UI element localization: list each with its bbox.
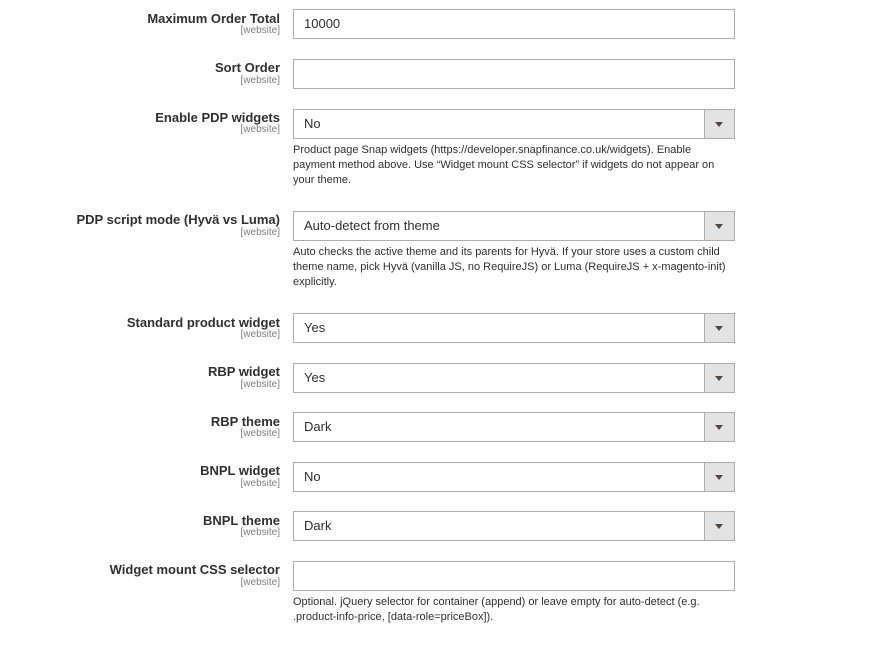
select-value: Yes <box>304 320 326 335</box>
select-value: Dark <box>304 518 332 533</box>
dropdown-toggle[interactable] <box>704 212 734 240</box>
scope-label: [website] <box>240 227 280 238</box>
field-label: RBP theme <box>210 414 280 429</box>
select-value: Auto-detect from theme <box>304 218 440 233</box>
scope-label: [website] <box>240 329 280 340</box>
chevron-down-icon <box>715 224 723 229</box>
field-label: Standard product widget <box>126 315 280 330</box>
select-value: No <box>304 116 321 131</box>
field-label: BNPL theme <box>202 513 280 528</box>
field-label: BNPL widget <box>200 463 280 478</box>
pdp-script-mode-select[interactable] <box>293 211 735 241</box>
chevron-down-icon <box>715 524 723 529</box>
sort-order-input[interactable] <box>293 59 735 89</box>
field-note: Product page Snap widgets (https://developer.snapfinance.co.uk/widgets). Enable payment method above. Use “Widget mount CSS selector” if widgets do not appear on your theme. <box>293 144 715 186</box>
scope-label: [website] <box>240 577 280 588</box>
scope-label: [website] <box>240 527 280 538</box>
field-label: Widget mount CSS selector <box>109 562 280 577</box>
input-value: 10000 <box>304 16 341 31</box>
select-value: Yes <box>304 370 326 385</box>
field-note: Optional. jQuery selector for container (append) or leave empty for auto-detect (e.g. .product-info-price, [data-role=priceBox]). <box>293 596 700 623</box>
bnpl-theme-select[interactable] <box>293 511 735 541</box>
chevron-down-icon <box>715 326 723 331</box>
scope-label: [website] <box>240 428 280 439</box>
dropdown-toggle[interactable] <box>704 512 734 540</box>
field-note: Auto checks the active theme and its parents for Hyvä. If your store uses a custom child theme name, pick Hyvä (vanilla JS, no RequireJS) or Luma (RequireJS + x-magento-init) explicitly. <box>293 246 726 288</box>
chevron-down-icon <box>715 475 723 480</box>
rbp-theme-select[interactable] <box>293 412 735 442</box>
field-label: PDP script mode (Hyvä vs Luma) <box>76 212 280 227</box>
dropdown-toggle[interactable] <box>704 110 734 138</box>
scope-label: [website] <box>240 124 280 135</box>
standard-product-widget-select[interactable] <box>293 313 735 343</box>
scope-label: [website] <box>240 25 280 36</box>
field-label: Sort Order <box>214 60 280 75</box>
field-label: RBP widget <box>208 364 280 379</box>
bnpl-widget-select[interactable] <box>293 462 735 492</box>
field-label: Enable PDP widgets <box>155 110 280 125</box>
widget-mount-css-selector-input[interactable] <box>293 561 735 591</box>
dropdown-toggle[interactable] <box>704 364 734 392</box>
maximum-order-total-input[interactable] <box>293 9 735 39</box>
chevron-down-icon <box>715 425 723 430</box>
dropdown-toggle[interactable] <box>704 314 734 342</box>
scope-label: [website] <box>240 478 280 489</box>
scope-label: [website] <box>240 379 280 390</box>
rbp-widget-select[interactable] <box>293 363 735 393</box>
dropdown-toggle[interactable] <box>704 413 734 441</box>
scope-label: [website] <box>240 75 280 86</box>
field-label: Maximum Order Total <box>147 11 280 26</box>
chevron-down-icon <box>715 122 723 127</box>
chevron-down-icon <box>715 376 723 381</box>
dropdown-toggle[interactable] <box>704 463 734 491</box>
enable-pdp-widgets-select[interactable] <box>293 109 735 139</box>
select-value: Dark <box>304 419 332 434</box>
select-value: No <box>304 469 321 484</box>
